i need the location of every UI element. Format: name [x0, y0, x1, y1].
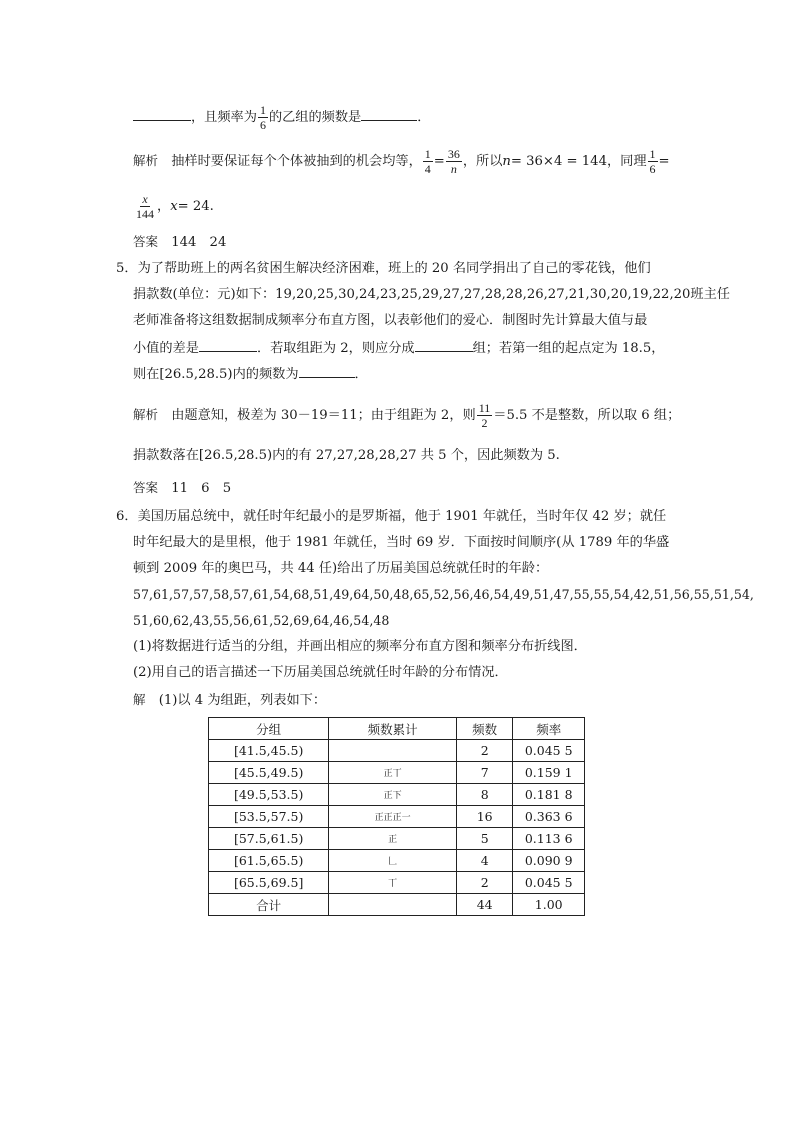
column-header-frequency: 频率 [513, 718, 585, 740]
frequency-cell: 0.363 6 [513, 806, 585, 828]
frequency-cell: 0.045 5 [513, 872, 585, 894]
q4-answer-line: 答案 144 24 [133, 234, 227, 250]
tally-cell: 正 [329, 828, 457, 850]
fraction: $\frac{36}{n}$ [447, 147, 460, 176]
question-number: 5． [116, 261, 138, 276]
q6-subquestion-2: (2)用自己的语言描述一下历届美国总统就任时年龄的分布情况． [133, 665, 508, 680]
q4-analysis-line-2: $\frac{x}{144}$ ，x= 24. [136, 192, 214, 221]
column-header-count: 频数 [456, 718, 513, 740]
group-cell: [49.5,53.5) [209, 784, 329, 806]
q6-solution-line: 解 (1)以 4 为组距，列表如下： [133, 692, 327, 708]
q5-answer-line: 答案 11 6 5 [133, 480, 232, 496]
q5-line-1: 5．为了帮助班上的两名贫困生解决经济困难，班上的 20 名同学捐出了自己的零花钱，他们 [116, 261, 651, 276]
q6-data-line-2: 51,60,62,43,55,56,61,52,69,64,46,54,48 [133, 613, 390, 628]
answer-blank [415, 337, 473, 352]
q5-line-5: 则在[26.5,28.5)内的频数为 ． [133, 363, 368, 385]
tally-cell: 正下 [329, 784, 457, 806]
fraction: $\frac{1}{4}$ [424, 147, 431, 176]
fraction: $\frac{x}{144}$ [136, 192, 154, 221]
q6-subquestion-1: (1)将数据进行适当的分组，并画出相应的频率分布直方图和频率分布折线图． [133, 639, 587, 654]
table-row [209, 850, 585, 872]
q6-line-3: 顿到 2009 年的奥巴马，共 44 任)给出了历届美国总统就任时的年龄： [133, 561, 549, 576]
frequency-cell: 0.045 5 [513, 740, 585, 762]
answer-label: 答案 [133, 234, 159, 249]
group-cell: [41.5,45.5) [209, 740, 329, 762]
analysis-label: 解析 [133, 153, 159, 168]
frequency-table [208, 717, 585, 916]
group-cell: 合计 [209, 894, 329, 916]
answer-blank [299, 363, 355, 378]
table-row [209, 762, 585, 784]
fraction: $\frac{11}{2}$ [478, 401, 491, 430]
tally-cell: 𠃊 [329, 850, 457, 872]
answer-label: 答案 [133, 480, 159, 495]
answer-blank [133, 106, 191, 121]
q6-data-line-1: 57,61,57,57,58,57,61,54,68,51,49,64,50,48,65,52,56,46,54,49,51,47,55,55,54,42,51,56,55,51,54, [133, 587, 754, 602]
count-cell: 44 [456, 894, 513, 916]
q5-analysis-line: 解析 由题意知，极差为 30－19＝11；由于组距为 2，则 $\frac{11}{2}$ ＝5.5 不是整数，所以取 6 组； [133, 401, 681, 430]
count-cell: 16 [456, 806, 513, 828]
frequency-cell: 1.00 [513, 894, 585, 916]
q5-analysis-line-2: 捐款数落在[26.5,28.5)内的有 27,27,28,28,27 共 5 个，因此频数为 5. [133, 448, 560, 463]
question-number: 6． [116, 509, 138, 524]
table-row [209, 784, 585, 806]
table-header-row [209, 718, 585, 740]
answer-blank [361, 106, 417, 121]
column-header-tally: 频数累计 [329, 718, 457, 740]
solution-label: 解 [133, 692, 146, 707]
count-cell: 7 [456, 762, 513, 784]
count-cell: 4 [456, 850, 513, 872]
count-cell: 2 [456, 872, 513, 894]
table-row [209, 828, 585, 850]
q5-line-2: 捐款数(单位：元)如下：19,20,25,30,24,23,25,29,27,27,28,28,26,27,21,30,20,19,22,20班主任 [133, 287, 730, 302]
group-cell: [53.5,57.5) [209, 806, 329, 828]
count-cell: 2 [456, 740, 513, 762]
tally-cell: 正丅 [329, 762, 457, 784]
table-row [209, 806, 585, 828]
frequency-cell: 0.181 8 [513, 784, 585, 806]
column-header-group: 分组 [209, 718, 329, 740]
fraction: $\frac{1}{6}$ [259, 103, 266, 132]
q5-line-3: 老师准备将这组数据制成频率分布直方图，以表彰他们的爱心．制图时先计算最大值与最 [133, 313, 648, 328]
group-cell: [45.5,49.5) [209, 762, 329, 784]
q4-fill-line: ，且频率为 $\frac{1}{6}$ 的乙组的频数是 ． [133, 104, 430, 131]
count-cell: 8 [456, 784, 513, 806]
group-cell: [65.5,69.5] [209, 872, 329, 894]
frequency-cell: 0.113 6 [513, 828, 585, 850]
group-cell: [57.5,61.5) [209, 828, 329, 850]
frequency-cell: 0.159 1 [513, 762, 585, 784]
tally-cell [329, 740, 457, 762]
analysis-label: 解析 [133, 407, 159, 422]
q4-analysis-line: 解析 抽样时要保证每个个体被抽到的机会均等， $\frac{1}{4}$ = $\frac{36}{n}$ ，所以n= 36×4 = 144，同理 $\frac{1}{6}$ = [133, 147, 670, 176]
q5-line-4: 小值的差是 ．若取组距为 2，则应分成 组；若第一组的起点定为 18.5， [133, 337, 664, 359]
count-cell: 5 [456, 828, 513, 850]
fraction: $\frac{1}{6}$ [649, 147, 656, 176]
tally-cell [329, 894, 457, 916]
tally-cell: 正正正一 [329, 806, 457, 828]
q6-line-2: 时年纪最大的是里根，他于 1981 年就任，当时 69 岁．下面按时间顺序(从 1789 年的华盛 [133, 535, 670, 550]
table-row [209, 872, 585, 894]
frequency-cell: 0.090 9 [513, 850, 585, 872]
q6-line-1: 6．美国历届总统中，就任时年纪最小的是罗斯福，他于 1901 年就任，当时年仅 42 岁；就任 [116, 509, 667, 524]
table-total-row [209, 894, 585, 916]
answer-blank [199, 337, 257, 352]
tally-cell: 丅 [329, 872, 457, 894]
table-row [209, 740, 585, 762]
group-cell: [61.5,65.5) [209, 850, 329, 872]
